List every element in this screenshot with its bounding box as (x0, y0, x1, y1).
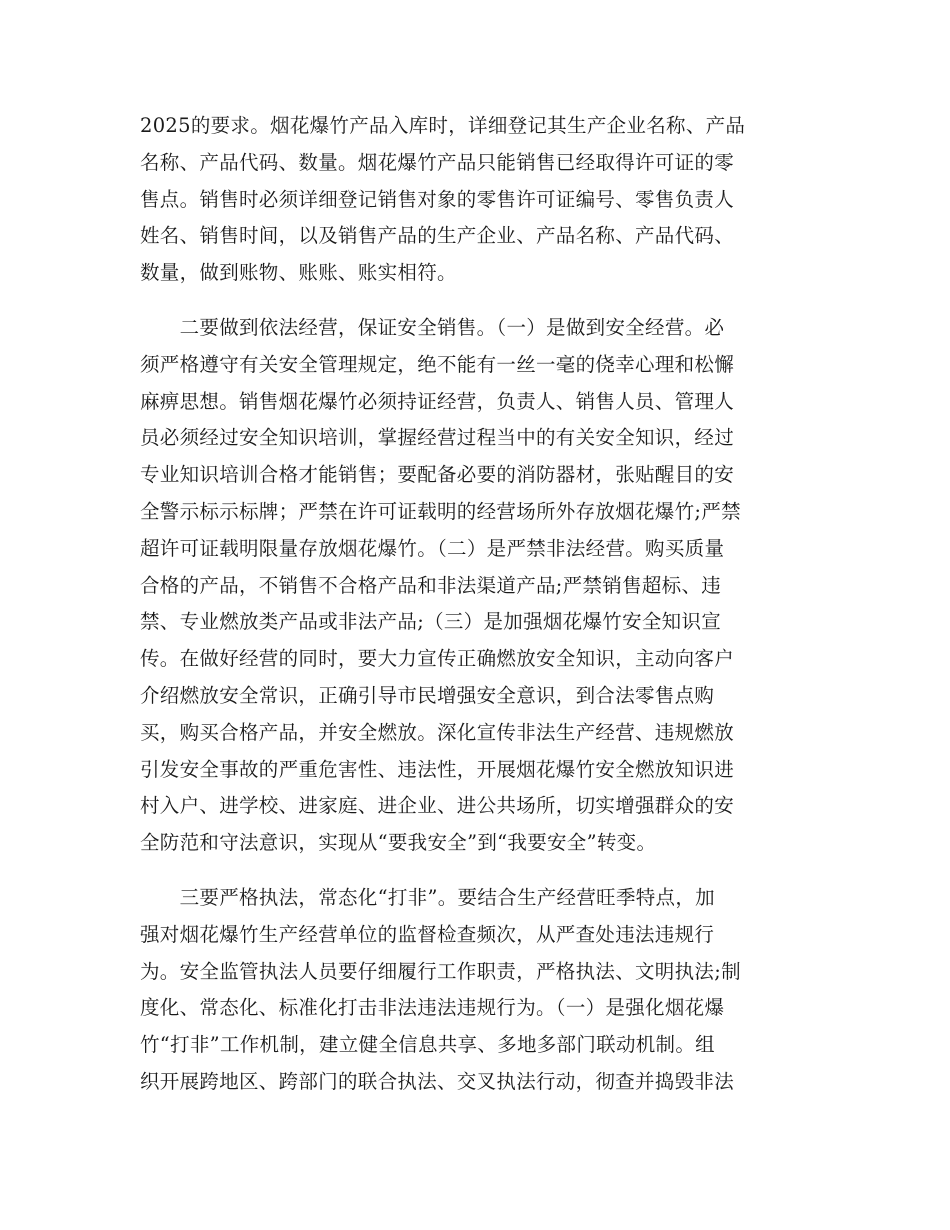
text-line: 姓名、销售时间，以及销售产品的生产企业、产品名称、产品代码、 (140, 224, 735, 248)
paragraph-3 (140, 880, 820, 1101)
text-line: 竹“打非”工作机制，建立健全信息共享、多地多部门联动机制。组 (140, 1033, 715, 1057)
document-body (140, 108, 820, 1101)
text-line: 超许可证载明限量存放烟花爆竹。（二）是严禁非法经营。购买质量 (140, 536, 725, 560)
text-line: 2025的要求。烟花爆竹产品入库时，详细登记其生产企业名称、产品 (140, 114, 746, 137)
text-line: 介绍燃放安全常识，正确引导市民增强安全意识，到合法零售点购 (140, 683, 715, 707)
text-line: 售点。销售时必须详细登记销售对象的零售许可证编号、零售负责人 (140, 187, 735, 211)
text-line: 引发安全事故的严重危害性、违法性，开展烟花爆竹安全燃放知识进 (140, 757, 735, 781)
text-line: 禁、专业燃放类产品或非法产品;（三）是加强烟花爆竹安全知识宣 (140, 610, 722, 634)
text-line: 度化、常态化、标准化打击非法违法违规行为。（一）是强化烟花爆 (140, 996, 725, 1020)
text-line: 合格的产品，不销售不合格产品和非法渠道产品;严禁销售超标、违 (140, 573, 722, 597)
text-line: 织开展跨地区、跨部门的联合执法、交叉执法行动，彻查并捣毁非法 (140, 1069, 735, 1093)
text-line: 为。安全监管执法人员要仔细履行工作职责，严格执法、文明执法;制 (140, 959, 741, 983)
text-line: 专业知识培训合格才能销售；要配备必要的消防器材，张贴醒目的安 (140, 463, 735, 487)
text-line: 须严格遵守有关安全管理规定，绝不能有一丝一毫的侥幸心理和松懈 (140, 352, 735, 376)
paragraph-spacer (140, 292, 820, 310)
text-line: 村入户、进学校、进家庭、进企业、进公共场所，切实增强群众的安 (140, 794, 735, 818)
text-line: 数量，做到账物、账账、账实相符。 (140, 261, 457, 285)
text-line: 传。在做好经营的同时，要大力宣传正确燃放安全知识，主动向客户 (140, 647, 735, 671)
text-line: 名称、产品代码、数量。烟花爆竹产品只能销售已经取得许可证的零 (140, 150, 735, 174)
text-line: 买，购买合格产品，并安全燃放。深化宣传非法生产经营、违规燃放 (140, 720, 735, 744)
text-line: 强对烟花爆竹生产经营单位的监督检查频次，从严查处违法违规行 (140, 922, 715, 946)
paragraph-1 (140, 108, 820, 292)
paragraph-spacer (140, 862, 820, 880)
text-line: 全警示标示标牌；严禁在许可证载明的经营场所外存放烟花爆竹;严禁 (140, 499, 741, 523)
text-line: 三要严格执法，常态化“打非”。要结合生产经营旺季特点，加 (140, 885, 715, 909)
text-line: 员必须经过安全知识培训，掌握经营过程当中的有关安全知识，经过 (140, 426, 735, 450)
text-line: 麻痹思想。销售烟花爆竹必须持证经营，负责人、销售人员、管理人 (140, 389, 735, 413)
text-line: 二要做到依法经营，保证安全销售。（一）是做到安全经营。必 (140, 315, 725, 339)
paragraph-2 (140, 310, 820, 862)
text-line: 全防范和守法意识，实现从“要我安全”到“我要安全”转变。 (140, 831, 657, 855)
